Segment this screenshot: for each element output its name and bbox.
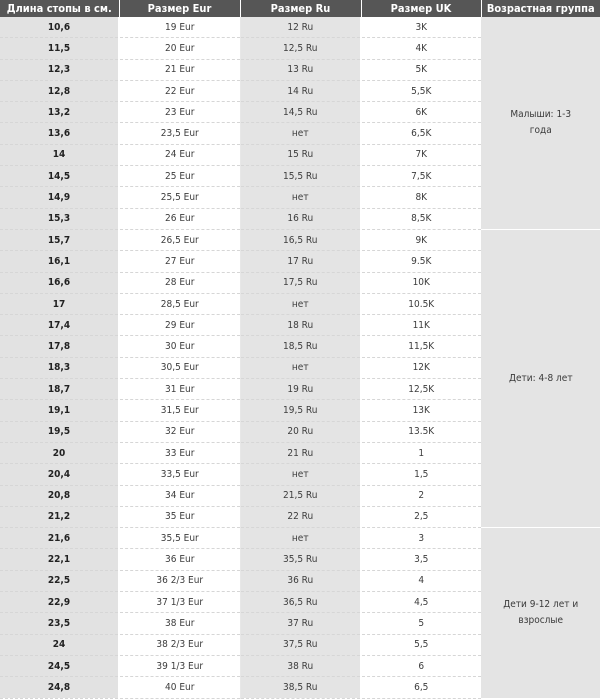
size-uk-cell: 8K <box>361 187 481 208</box>
age-group-cell: Дети: 4-8 лет <box>481 229 600 527</box>
header-size-uk: Размер UK <box>361 0 481 17</box>
size-ru-cell: нет <box>240 123 361 144</box>
size-ru-cell: 12 Ru <box>240 17 361 38</box>
size-eur-cell: 25,5 Eur <box>119 187 240 208</box>
size-uk-cell: 13K <box>361 400 481 421</box>
foot-length-cell: 24,8 <box>0 677 119 698</box>
size-uk-cell: 4,5 <box>361 592 481 613</box>
size-eur-cell: 38 2/3 Eur <box>119 634 240 655</box>
table-body <box>0 17 600 698</box>
size-uk-cell: 5 <box>361 613 481 634</box>
foot-length-cell: 22,5 <box>0 570 119 591</box>
size-eur-cell: 38 Eur <box>119 613 240 634</box>
size-uk-cell: 13.5K <box>361 421 481 442</box>
foot-length-cell: 14,9 <box>0 187 119 208</box>
foot-length-cell: 13,6 <box>0 123 119 144</box>
foot-length-cell: 22,9 <box>0 592 119 613</box>
size-uk-cell: 6K <box>361 102 481 123</box>
header-row <box>0 0 600 17</box>
size-ru-cell: 36 Ru <box>240 570 361 591</box>
age-group-cell: Дети 9-12 лет и взрослые <box>481 528 600 698</box>
foot-length-cell: 19,5 <box>0 421 119 442</box>
table-row <box>0 528 600 549</box>
size-ru-cell: 18 Ru <box>240 315 361 336</box>
size-uk-cell: 3,5 <box>361 549 481 570</box>
size-eur-cell: 28 Eur <box>119 272 240 293</box>
header-size-ru: Размер Ru <box>240 0 361 17</box>
foot-length-cell: 10,6 <box>0 17 119 38</box>
size-ru-cell: 12,5 Ru <box>240 38 361 59</box>
size-uk-cell: 10K <box>361 272 481 293</box>
size-ru-cell: 19 Ru <box>240 379 361 400</box>
table-row <box>0 17 600 38</box>
size-ru-cell: нет <box>240 528 361 549</box>
size-eur-cell: 27 Eur <box>119 251 240 272</box>
size-eur-cell: 20 Eur <box>119 38 240 59</box>
size-uk-cell: 4 <box>361 570 481 591</box>
size-uk-cell: 5,5 <box>361 634 481 655</box>
foot-length-cell: 18,7 <box>0 379 119 400</box>
size-eur-cell: 33 Eur <box>119 442 240 463</box>
size-uk-cell: 7,5K <box>361 166 481 187</box>
foot-length-cell: 12,8 <box>0 80 119 101</box>
size-ru-cell: 21 Ru <box>240 442 361 463</box>
size-ru-cell: нет <box>240 464 361 485</box>
size-eur-cell: 32 Eur <box>119 421 240 442</box>
foot-length-cell: 20,8 <box>0 485 119 506</box>
foot-length-cell: 23,5 <box>0 613 119 634</box>
size-ru-cell: 15 Ru <box>240 144 361 165</box>
size-ru-cell: 15,5 Ru <box>240 166 361 187</box>
size-eur-cell: 21 Eur <box>119 59 240 80</box>
size-uk-cell: 9.5K <box>361 251 481 272</box>
size-eur-cell: 29 Eur <box>119 315 240 336</box>
size-ru-cell: 14 Ru <box>240 80 361 101</box>
size-ru-cell: 21,5 Ru <box>240 485 361 506</box>
table-header <box>0 0 600 17</box>
size-ru-cell: 16 Ru <box>240 208 361 229</box>
foot-length-cell: 15,7 <box>0 229 119 250</box>
foot-length-cell: 14 <box>0 144 119 165</box>
size-uk-cell: 4K <box>361 38 481 59</box>
size-eur-cell: 31 Eur <box>119 379 240 400</box>
size-eur-cell: 30 Eur <box>119 336 240 357</box>
size-ru-cell: 35,5 Ru <box>240 549 361 570</box>
foot-length-cell: 24,5 <box>0 655 119 676</box>
foot-length-cell: 21,6 <box>0 528 119 549</box>
size-eur-cell: 37 1/3 Eur <box>119 592 240 613</box>
size-ru-cell: 14,5 Ru <box>240 102 361 123</box>
header-age-group: Возрастная группа <box>481 0 600 17</box>
foot-length-cell: 12,3 <box>0 59 119 80</box>
size-uk-cell: 3 <box>361 528 481 549</box>
size-uk-cell: 3K <box>361 17 481 38</box>
size-eur-cell: 24 Eur <box>119 144 240 165</box>
size-eur-cell: 36 Eur <box>119 549 240 570</box>
size-uk-cell: 6,5 <box>361 677 481 698</box>
foot-length-cell: 20,4 <box>0 464 119 485</box>
size-uk-cell: 11,5K <box>361 336 481 357</box>
size-uk-cell: 5K <box>361 59 481 80</box>
foot-length-cell: 20 <box>0 442 119 463</box>
foot-length-cell: 11,5 <box>0 38 119 59</box>
size-eur-cell: 25 Eur <box>119 166 240 187</box>
size-uk-cell: 12,5K <box>361 379 481 400</box>
size-ru-cell: нет <box>240 293 361 314</box>
foot-length-cell: 19,1 <box>0 400 119 421</box>
size-uk-cell: 5,5K <box>361 80 481 101</box>
size-uk-cell: 11K <box>361 315 481 336</box>
size-uk-cell: 7K <box>361 144 481 165</box>
size-eur-cell: 33,5 Eur <box>119 464 240 485</box>
size-uk-cell: 6,5K <box>361 123 481 144</box>
size-uk-cell: 6 <box>361 655 481 676</box>
foot-length-cell: 13,2 <box>0 102 119 123</box>
size-ru-cell: нет <box>240 187 361 208</box>
size-ru-cell: 38,5 Ru <box>240 677 361 698</box>
size-eur-cell: 36 2/3 Eur <box>119 570 240 591</box>
size-uk-cell: 10.5K <box>361 293 481 314</box>
size-ru-cell: 18,5 Ru <box>240 336 361 357</box>
size-eur-cell: 40 Eur <box>119 677 240 698</box>
size-eur-cell: 35 Eur <box>119 506 240 527</box>
table-row <box>0 229 600 250</box>
foot-length-cell: 22,1 <box>0 549 119 570</box>
size-ru-cell: 16,5 Ru <box>240 229 361 250</box>
size-uk-cell: 2 <box>361 485 481 506</box>
size-ru-cell: 22 Ru <box>240 506 361 527</box>
size-ru-cell: нет <box>240 357 361 378</box>
size-ru-cell: 20 Ru <box>240 421 361 442</box>
foot-length-cell: 17 <box>0 293 119 314</box>
foot-length-cell: 18,3 <box>0 357 119 378</box>
size-uk-cell: 12K <box>361 357 481 378</box>
foot-length-cell: 21,2 <box>0 506 119 527</box>
size-uk-cell: 9K <box>361 229 481 250</box>
foot-length-cell: 24 <box>0 634 119 655</box>
foot-length-cell: 14,5 <box>0 166 119 187</box>
size-ru-cell: 37 Ru <box>240 613 361 634</box>
foot-length-cell: 17,4 <box>0 315 119 336</box>
size-uk-cell: 1,5 <box>361 464 481 485</box>
header-foot-length: Длина стопы в см. <box>0 0 119 17</box>
size-ru-cell: 17,5 Ru <box>240 272 361 293</box>
size-uk-cell: 1 <box>361 442 481 463</box>
foot-length-cell: 15,3 <box>0 208 119 229</box>
size-eur-cell: 35,5 Eur <box>119 528 240 549</box>
size-eur-cell: 30,5 Eur <box>119 357 240 378</box>
size-uk-cell: 8,5K <box>361 208 481 229</box>
size-ru-cell: 38 Ru <box>240 655 361 676</box>
size-ru-cell: 13 Ru <box>240 59 361 80</box>
size-eur-cell: 26 Eur <box>119 208 240 229</box>
header-size-eur: Размер Eur <box>119 0 240 17</box>
size-ru-cell: 37,5 Ru <box>240 634 361 655</box>
size-eur-cell: 34 Eur <box>119 485 240 506</box>
foot-length-cell: 17,8 <box>0 336 119 357</box>
size-eur-cell: 31,5 Eur <box>119 400 240 421</box>
size-ru-cell: 36,5 Ru <box>240 592 361 613</box>
size-eur-cell: 26,5 Eur <box>119 229 240 250</box>
size-eur-cell: 23,5 Eur <box>119 123 240 144</box>
foot-length-cell: 16,1 <box>0 251 119 272</box>
foot-length-cell: 16,6 <box>0 272 119 293</box>
size-eur-cell: 39 1/3 Eur <box>119 655 240 676</box>
size-eur-cell: 23 Eur <box>119 102 240 123</box>
size-ru-cell: 19,5 Ru <box>240 400 361 421</box>
size-ru-cell: 17 Ru <box>240 251 361 272</box>
size-uk-cell: 2,5 <box>361 506 481 527</box>
size-eur-cell: 19 Eur <box>119 17 240 38</box>
size-eur-cell: 28,5 Eur <box>119 293 240 314</box>
age-group-cell: Малыши: 1-3 года <box>481 17 600 229</box>
size-eur-cell: 22 Eur <box>119 80 240 101</box>
